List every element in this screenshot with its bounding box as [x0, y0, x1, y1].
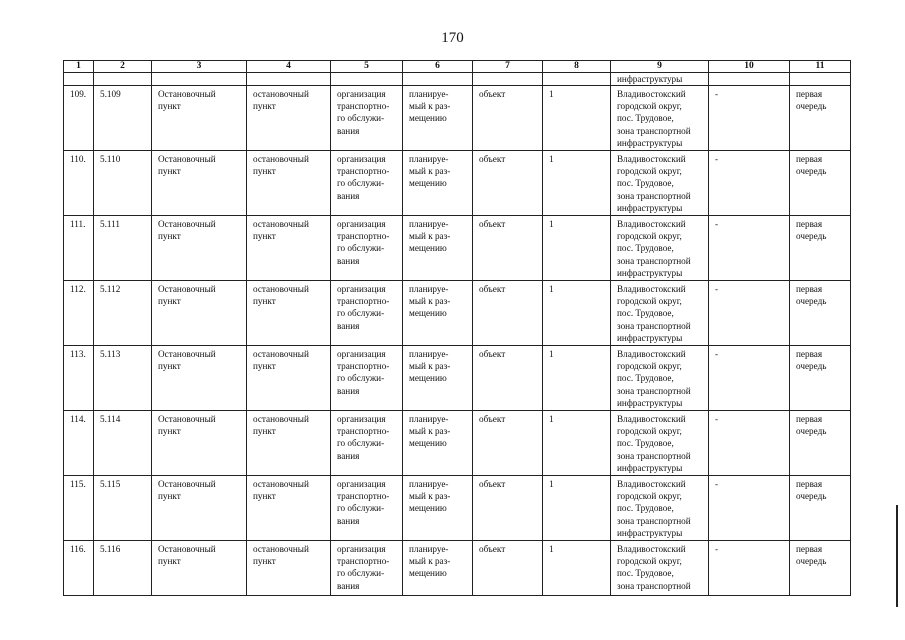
cell-c5: организация транспортно- го обслужи- вания — [331, 346, 403, 411]
cell-c11: первая очередь — [790, 346, 851, 411]
cell-c5: организация транспортно- го обслужи- вания — [331, 541, 403, 596]
cell-c3: Остановочный пункт — [152, 281, 247, 346]
cell-c11: первая очередь — [790, 151, 851, 216]
column-header-11: 11 — [790, 61, 851, 73]
cell-c6: планируе- мый к раз- мещению — [403, 541, 473, 596]
column-header-8: 8 — [543, 61, 611, 73]
cell-c6 — [403, 73, 473, 86]
cell-c11: первая очередь — [790, 281, 851, 346]
cell-c2: 5.114 — [94, 411, 152, 476]
cell-c2: 5.112 — [94, 281, 152, 346]
cell-c5: организация транспортно- го обслужи- вания — [331, 411, 403, 476]
cell-c8: 1 — [543, 281, 611, 346]
cell-c7: объект — [473, 216, 543, 281]
cell-c10 — [709, 73, 790, 86]
cell-c2 — [94, 73, 152, 86]
cell-c4: остановочный пункт — [247, 281, 331, 346]
cell-c5 — [331, 73, 403, 86]
cell-c1: 115. — [64, 476, 94, 541]
cell-c9: инфраструктуры — [611, 73, 709, 86]
cell-c8: 1 — [543, 216, 611, 281]
cell-c8: 1 — [543, 346, 611, 411]
cell-c8: 1 — [543, 86, 611, 151]
cell-c10: - — [709, 151, 790, 216]
planning-table — [63, 60, 851, 596]
cell-c11: первая очередь — [790, 86, 851, 151]
cell-c2: 5.113 — [94, 346, 152, 411]
cell-c3: Остановочный пункт — [152, 216, 247, 281]
column-header-6: 6 — [403, 61, 473, 73]
continuation-row — [64, 73, 851, 86]
cell-c1: 112. — [64, 281, 94, 346]
cell-c5: организация транспортно- го обслужи- вания — [331, 476, 403, 541]
cell-c10: - — [709, 411, 790, 476]
cell-c10: - — [709, 86, 790, 151]
cell-c6: планируе- мый к раз- мещению — [403, 411, 473, 476]
cell-c7: объект — [473, 476, 543, 541]
cell-c2: 5.109 — [94, 86, 152, 151]
table-row — [64, 476, 851, 541]
cell-c9: Владивостокский городской округ, пос. Трудовое, зона транспортной — [611, 541, 709, 596]
cell-c9: Владивостокский городской округ, пос. Трудовое, зона транспортной инфраструктуры — [611, 346, 709, 411]
cell-c8: 1 — [543, 411, 611, 476]
cell-c8: 1 — [543, 541, 611, 596]
table-row — [64, 411, 851, 476]
cell-c10: - — [709, 216, 790, 281]
table-row — [64, 86, 851, 151]
cell-c7: объект — [473, 411, 543, 476]
cell-c3: Остановочный пункт — [152, 476, 247, 541]
cell-c2: 5.111 — [94, 216, 152, 281]
table-row — [64, 346, 851, 411]
cell-c7: объект — [473, 541, 543, 596]
cell-c2: 5.110 — [94, 151, 152, 216]
cell-c3: Остановочный пункт — [152, 541, 247, 596]
column-header-10: 10 — [709, 61, 790, 73]
table-row — [64, 281, 851, 346]
cell-c9: Владивостокский городской округ, пос. Трудовое, зона транспортной инфраструктуры — [611, 476, 709, 541]
column-header-3: 3 — [152, 61, 247, 73]
cell-c1: 116. — [64, 541, 94, 596]
cell-c2: 5.116 — [94, 541, 152, 596]
column-header-1: 1 — [64, 61, 94, 73]
column-header-5: 5 — [331, 61, 403, 73]
cell-c8: 1 — [543, 151, 611, 216]
table-row — [64, 151, 851, 216]
cell-c3: Остановочный пункт — [152, 86, 247, 151]
cell-c1: 114. — [64, 411, 94, 476]
cell-c1: 113. — [64, 346, 94, 411]
cell-c1: 111. — [64, 216, 94, 281]
cell-c6: планируе- мый к раз- мещению — [403, 151, 473, 216]
cell-c9: Владивостокский городской округ, пос. Трудовое, зона транспортной инфраструктуры — [611, 86, 709, 151]
cell-c6: планируе- мый к раз- мещению — [403, 476, 473, 541]
margin-mark — [896, 505, 898, 607]
cell-c1: 109. — [64, 86, 94, 151]
header-row — [64, 61, 851, 73]
cell-c10: - — [709, 281, 790, 346]
cell-c4 — [247, 73, 331, 86]
cell-c4: остановочный пункт — [247, 346, 331, 411]
column-header-2: 2 — [94, 61, 152, 73]
cell-c4: остановочный пункт — [247, 541, 331, 596]
cell-c4: остановочный пункт — [247, 476, 331, 541]
cell-c3 — [152, 73, 247, 86]
table-row — [64, 541, 851, 596]
page-number: 170 — [441, 30, 464, 46]
cell-c10: - — [709, 346, 790, 411]
cell-c11 — [790, 73, 851, 86]
table-row — [64, 216, 851, 281]
cell-c11: первая очередь — [790, 411, 851, 476]
cell-c11: первая очередь — [790, 216, 851, 281]
cell-c6: планируе- мый к раз- мещению — [403, 216, 473, 281]
column-header-7: 7 — [473, 61, 543, 73]
cell-c4: остановочный пункт — [247, 216, 331, 281]
cell-c9: Владивостокский городской округ, пос. Трудовое, зона транспортной инфраструктуры — [611, 216, 709, 281]
cell-c10: - — [709, 541, 790, 596]
cell-c6: планируе- мый к раз- мещению — [403, 346, 473, 411]
cell-c11: первая очередь — [790, 541, 851, 596]
cell-c3: Остановочный пункт — [152, 411, 247, 476]
cell-c5: организация транспортно- го обслужи- вания — [331, 281, 403, 346]
cell-c8: 1 — [543, 476, 611, 541]
cell-c1: 110. — [64, 151, 94, 216]
cell-c4: остановочный пункт — [247, 411, 331, 476]
column-header-4: 4 — [247, 61, 331, 73]
cell-c3: Остановочный пункт — [152, 151, 247, 216]
cell-c4: остановочный пункт — [247, 151, 331, 216]
cell-c8 — [543, 73, 611, 86]
cell-c9: Владивостокский городской округ, пос. Трудовое, зона транспортной инфраструктуры — [611, 281, 709, 346]
cell-c1 — [64, 73, 94, 86]
cell-c11: первая очередь — [790, 476, 851, 541]
cell-c10: - — [709, 476, 790, 541]
cell-c9: Владивостокский городской округ, пос. Трудовое, зона транспортной инфраструктуры — [611, 411, 709, 476]
cell-c6: планируе- мый к раз- мещению — [403, 281, 473, 346]
cell-c5: организация транспортно- го обслужи- вания — [331, 216, 403, 281]
cell-c6: планируе- мый к раз- мещению — [403, 86, 473, 151]
cell-c4: остановочный пункт — [247, 86, 331, 151]
cell-c9: Владивостокский городской округ, пос. Трудовое, зона транспортной инфраструктуры — [611, 151, 709, 216]
cell-c7: объект — [473, 281, 543, 346]
cell-c7: объект — [473, 346, 543, 411]
cell-c3: Остановочный пункт — [152, 346, 247, 411]
cell-c5: организация транспортно- го обслужи- вания — [331, 151, 403, 216]
cell-c7: объект — [473, 151, 543, 216]
column-header-9: 9 — [611, 61, 709, 73]
cell-c7 — [473, 73, 543, 86]
cell-c7: объект — [473, 86, 543, 151]
cell-c2: 5.115 — [94, 476, 152, 541]
cell-c5: организация транспортно- го обслужи- вания — [331, 86, 403, 151]
